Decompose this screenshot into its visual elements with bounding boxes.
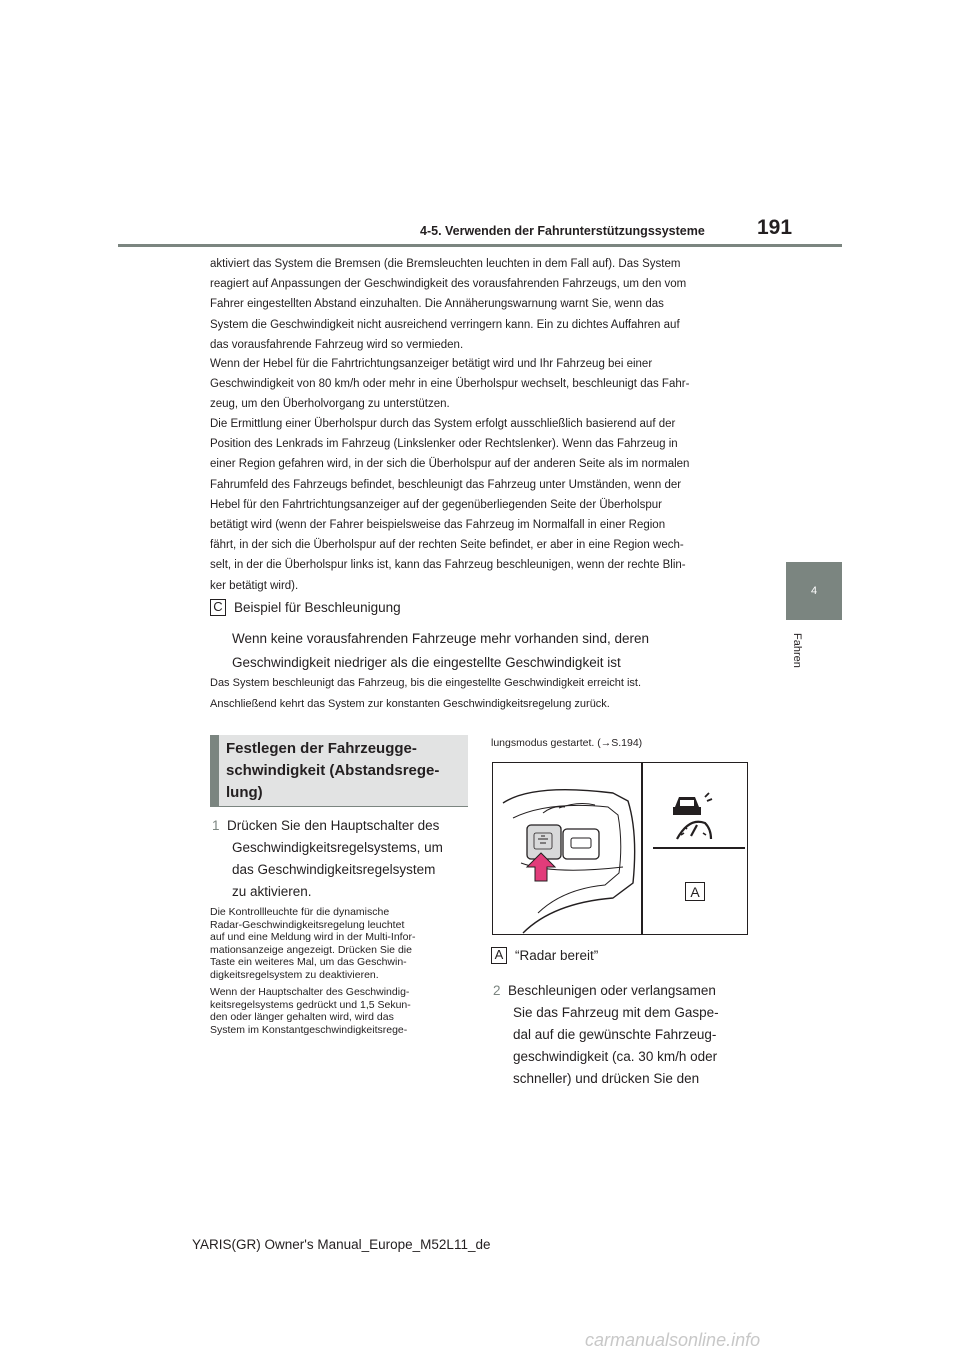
section-heading: Festlegen der Fahrzeugge- schwindigkeit (Abstandsrege- lung) bbox=[226, 740, 440, 801]
step-1-note: Die Kontrollleuchte für die dynamische Radar-Geschwindigkeitsregelung leuchtet auf und eine Meldung wird in der Multi-Infor- mationsanzeige angezeigt. Drücken Sie die Taste ein weiteres Mal, um das Geschwin- digkeitsregelsystem zu deaktivieren. Wenn der Hauptschalter des Geschwindig- keitsregelsystems gedrückt und 1,5 Sekun- den oder länger gehalten wird, wird das System im Konstantgeschwindigkeitsrege- bbox=[210, 906, 416, 1036]
step-2: 2 Beschleunigen oder verlangsamen Sie das Fahrzeug mit dem Gaspe- dal auf die gewünschte Fahrzeug- geschwindigkeit (ca. 30 km/h oder schneller) und drücken Sie den bbox=[493, 983, 719, 1086]
illustration-label-a: A bbox=[685, 882, 705, 901]
watermark: carmanualsonline.info bbox=[585, 1330, 761, 1350]
paragraph-3: Die Ermittlung einer Überholspur durch das System erfolgt ausschließlich basierend auf der Position des Lenkrads im Fahrzeug (Linkslenker oder Rechtslenker). Wenn das Fahrzeug in einer Region gefahren wird, in der sich die Überholspur auf der anderen Seite als im normalen Fahrumfeld des Fahrzeugs befindet, beschleunigt das Fahrzeug unter Umständen, wenn der Hebel für den Fahrtrichtungsanzeiger auf der gegenüberliegenden Seite der Überholspur betätigt wird (wenn der Fahrer beispielsweise das Fahrzeug im Normalfall in einer Region fährt, in der sich die Überholspur auf der rechten Seite befindet, er aber in eine Region wech- selt, in der die Überholspur links ist, kann das Fahrzeug beschleunigen, wenn der rechte Blin- ker betätigt wird). bbox=[210, 418, 690, 592]
steering-spoke-outline bbox=[503, 790, 635, 933]
label-c-box: C bbox=[210, 599, 226, 616]
paragraph-1: aktiviert das System die Bremsen (die Bremsleuchten leuchten in dem Fall auf). Das System reagiert auf Anpassungen der Geschwindigkeit des vorausfahrenden Fahrzeugs, um den vom Fahrer eingestellten Abstand einzuhalten. Die Annäherungswarnung warnt Sie, wenn das System die Geschwindigkeit nicht ausreichend verringern kann. Ein zu dichtes Auffahren auf das vorausfahrende Fahrzeug wird so vermieden. bbox=[210, 258, 687, 351]
step-2-number: 2 bbox=[493, 983, 501, 998]
main-switch-button bbox=[527, 825, 561, 859]
example-body: Wenn keine vorausfahrenden Fahrzeuge mehr vorhanden sind, deren Geschwindigkeit niedriger als die eingestellte Geschwindigkeit ist bbox=[232, 631, 650, 670]
secondary-switch-button bbox=[563, 829, 599, 859]
label-a-box: A bbox=[491, 947, 507, 964]
section-title: 4-5. Verwenden der Fahrunterstützungssysteme bbox=[420, 224, 705, 238]
paragraph-2: Wenn der Hebel für die Fahrtrichtungsanzeiger betätigt wird und Ihr Fahrzeug bei einer Geschwindigkeit von 80 km/h oder mehr in eine Überholspur wechselt, beschleunigt das Fahr- zeug, um den Überholvorgang zu unterstützen. bbox=[210, 358, 690, 411]
step-1: 1 Drücken Sie den Hauptschalter des Geschwindigkeitsregelsystems, um das Geschwindigkeitsregelsystem zu aktivieren. bbox=[212, 818, 443, 899]
header-rule bbox=[118, 244, 842, 247]
legend-a-text: “Radar bereit” bbox=[515, 948, 599, 963]
page-number: 191 bbox=[757, 216, 793, 239]
radar-cruise-icon bbox=[673, 793, 712, 839]
chapter-number: 4 bbox=[810, 585, 818, 597]
chapter-label: Fahren bbox=[791, 633, 803, 668]
illustration-divider-horizontal bbox=[653, 847, 745, 849]
continuation-text: lungsmodus gestartet. (→S.194) bbox=[491, 737, 643, 749]
section-heading-rule bbox=[210, 806, 468, 807]
step-1-number: 1 bbox=[212, 818, 220, 833]
footer-manual-id: YARIS(GR) Owner's Manual_Europe_M52L11_de bbox=[192, 1237, 491, 1252]
illustration-divider-vertical bbox=[641, 762, 643, 935]
example-note: Das System beschleunigt das Fahrzeug, bis die eingestellte Geschwindigkeit erreicht ist. Anschließend kehrt das System zur konstanten Geschwindigkeitsregelung zurück. bbox=[210, 677, 642, 710]
legend-a bbox=[491, 947, 598, 964]
example-heading bbox=[210, 599, 401, 616]
example-title: Beispiel für Beschleunigung bbox=[234, 600, 401, 615]
